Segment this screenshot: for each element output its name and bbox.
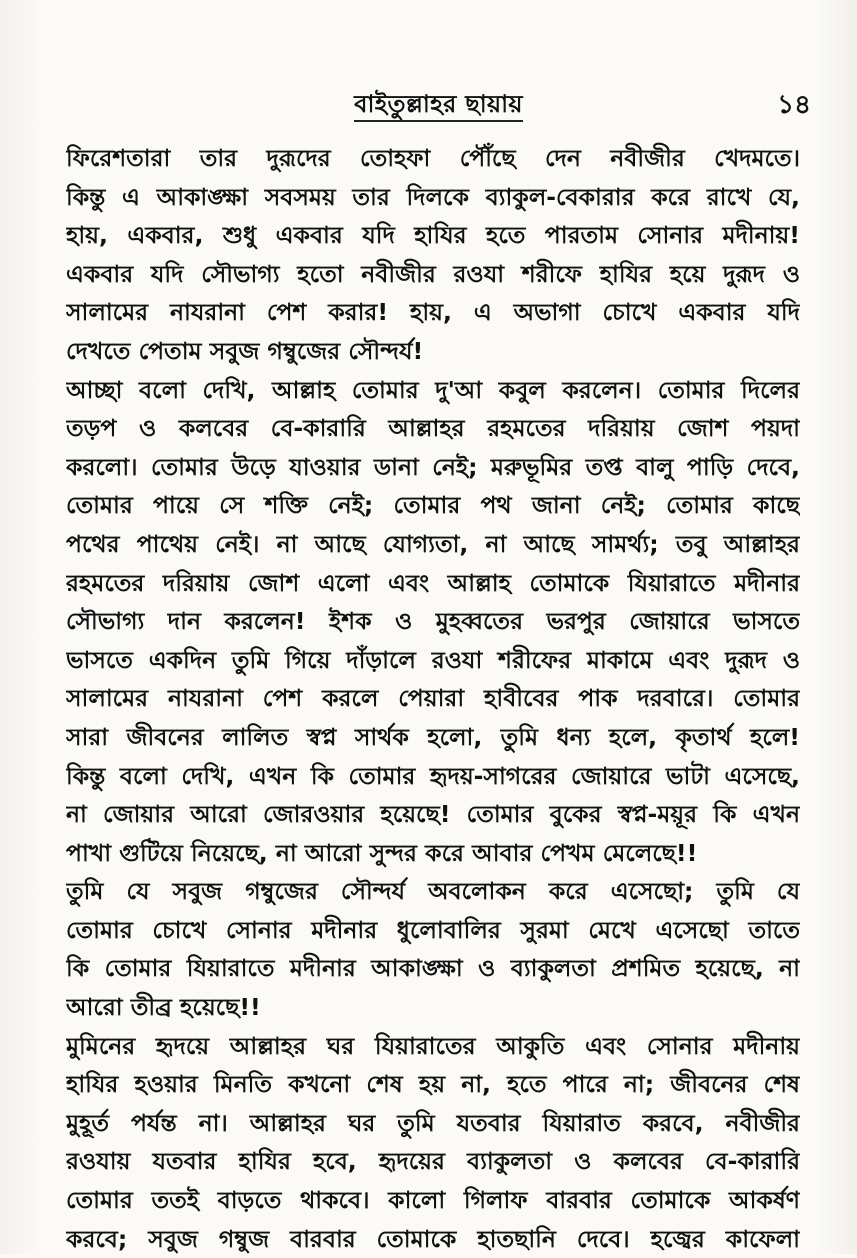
running-title (60, 86, 817, 126)
text-line: সৌভাগ্য দান করলেন! ইশক ও মুহব্বতের ভরপুর জোয়ারে ভাসতে (66, 607, 800, 636)
text-line: তোমার পায়ে সে শক্তি নেই; তোমার পথ জানা নেই; তোমার কাছে (66, 491, 800, 520)
text-line: আচ্ছা বলো দেখি, আল্লাহ তোমার দু'আ কবুল করলেন। তোমার দিলের (66, 375, 800, 404)
text-line: রওযায় যতবার হাযির হবে, হৃদয়ের ব্যাকুলতা ও কলবের বে-কারারি (66, 1147, 800, 1176)
text-line: ফিরেশতারা তার দুরূদের তোহফা পৌঁছে দেন নবীজীর খেদমতে। (66, 144, 800, 172)
text-line: না জোয়ার আরো জোরওয়ার হয়েছে! তোমার বুকের স্বপ্ন-ময়ূর কি এখন (66, 800, 800, 829)
text-line: কিন্তু এ আকাঙ্ক্ষা সবসময় তার দিলকে ব্যাকুল-বেকারার করে রাখে যে, (66, 182, 800, 211)
text-line: তোমার চোখে সোনার মদীনার ধুলোবালির সুরমা মেখে এসেছো তাতে (66, 915, 800, 944)
text-line: একবার যদি সৌভাগ্য হতো নবীজীর রওযা শরীফে হাযির হয়ে দুরূদ ও (66, 259, 800, 288)
text-line: কি তোমার যিয়ারাতে মদীনার আকাঙ্ক্ষা ও ব্যাকুলতা প্রশমিত হয়েছে, না (66, 954, 800, 983)
text-line: পাখা গুটিয়ে নিয়েছে, না আরো সুন্দর করে আবার পেখম মেলেছে!! (66, 838, 698, 867)
text-line: ভাসতে একদিন তুমি গিয়ে দাঁড়ালে রওযা শরীফের মাকামে এবং দুরূদ ও (66, 645, 800, 674)
text-line: রহমতের দরিয়ায় জোশ এলো এবং আল্লাহ তোমাকে যিয়ারাতে মদীনার (66, 568, 800, 597)
text-line: মুহূর্ত পর্যন্ত না। আল্লাহর ঘর তুমি যতবার যিয়ারাত করবে, নবীজীর (66, 1108, 800, 1137)
text-line: করলো। তোমার উড়ে যাওয়ার ডানা নেই; মরুভূমির তপ্ত বালু পাড়ি দেবে, (66, 452, 800, 481)
text-line: পথের পাথেয় নেই। না আছে যোগ্যতা, না আছে সামর্থ্য; তবু আল্লাহর (66, 529, 800, 558)
text-line: সারা জীবনের লালিত স্বপ্ন সার্থক হলো, তুমি ধন্য হলে, কৃতার্থ হলে! (66, 722, 800, 751)
text-line: সালামের নাযরানা পেশ করার! হায়, এ অভাগা চোখে একবার যদি (66, 298, 800, 327)
running-title-text: বাইতুল্লাহর ছায়ায় (354, 90, 523, 122)
page-number: ১৪ (777, 90, 811, 120)
text-line: হায়, একবার, শুধু একবার যদি হাযির হতে পারতাম সোনার মদীনায়! (66, 221, 800, 250)
text-line: সালামের নাযরানা পেশ করলে পেয়ারা হাবীবের পাক দরবারে। তোমার (66, 684, 800, 713)
text-line: তোমার ততই বাড়তে থাকবে। কালো গিলাফ বারবার তোমাকে আকর্ষণ (66, 1186, 800, 1215)
text-line: করবে; সবুজ গম্বুজ বারবার তোমাকে হাতছানি দেবে। হজ্বের কাফেলা (66, 1224, 800, 1253)
text-line: দেখতে পেতাম সবুজ গম্বুজের সৌন্দর্য! (66, 336, 424, 365)
text-line: মুমিনের হৃদয়ে আল্লাহর ঘর যিয়ারাতের আকুতি এবং সোনার মদীনায় (66, 1031, 800, 1060)
text-line: কিন্তু বলো দেখি, এখন কি তোমার হৃদয়-সাগরের জোয়ারে ভাটা এসেছে, (66, 761, 800, 790)
page-header (60, 72, 817, 122)
text-line: আরো তীব্র হয়েছে!! (66, 993, 261, 1022)
text-line: তুমি যে সবুজ গম্বুজের সৌন্দর্য অবলোকন করে এসেছো; তুমি যে (66, 877, 800, 906)
text-line: তড়প ও কলবের বে-কারারি আল্লাহর রহমতের দরিয়ায় জোশ পয়দা (66, 414, 800, 443)
text-line: হাযির হওয়ার মিনতি কখনো শেষ হয় না, হতে পারে না; জীবনের শেষ (66, 1070, 800, 1099)
body-text (66, 139, 800, 1258)
